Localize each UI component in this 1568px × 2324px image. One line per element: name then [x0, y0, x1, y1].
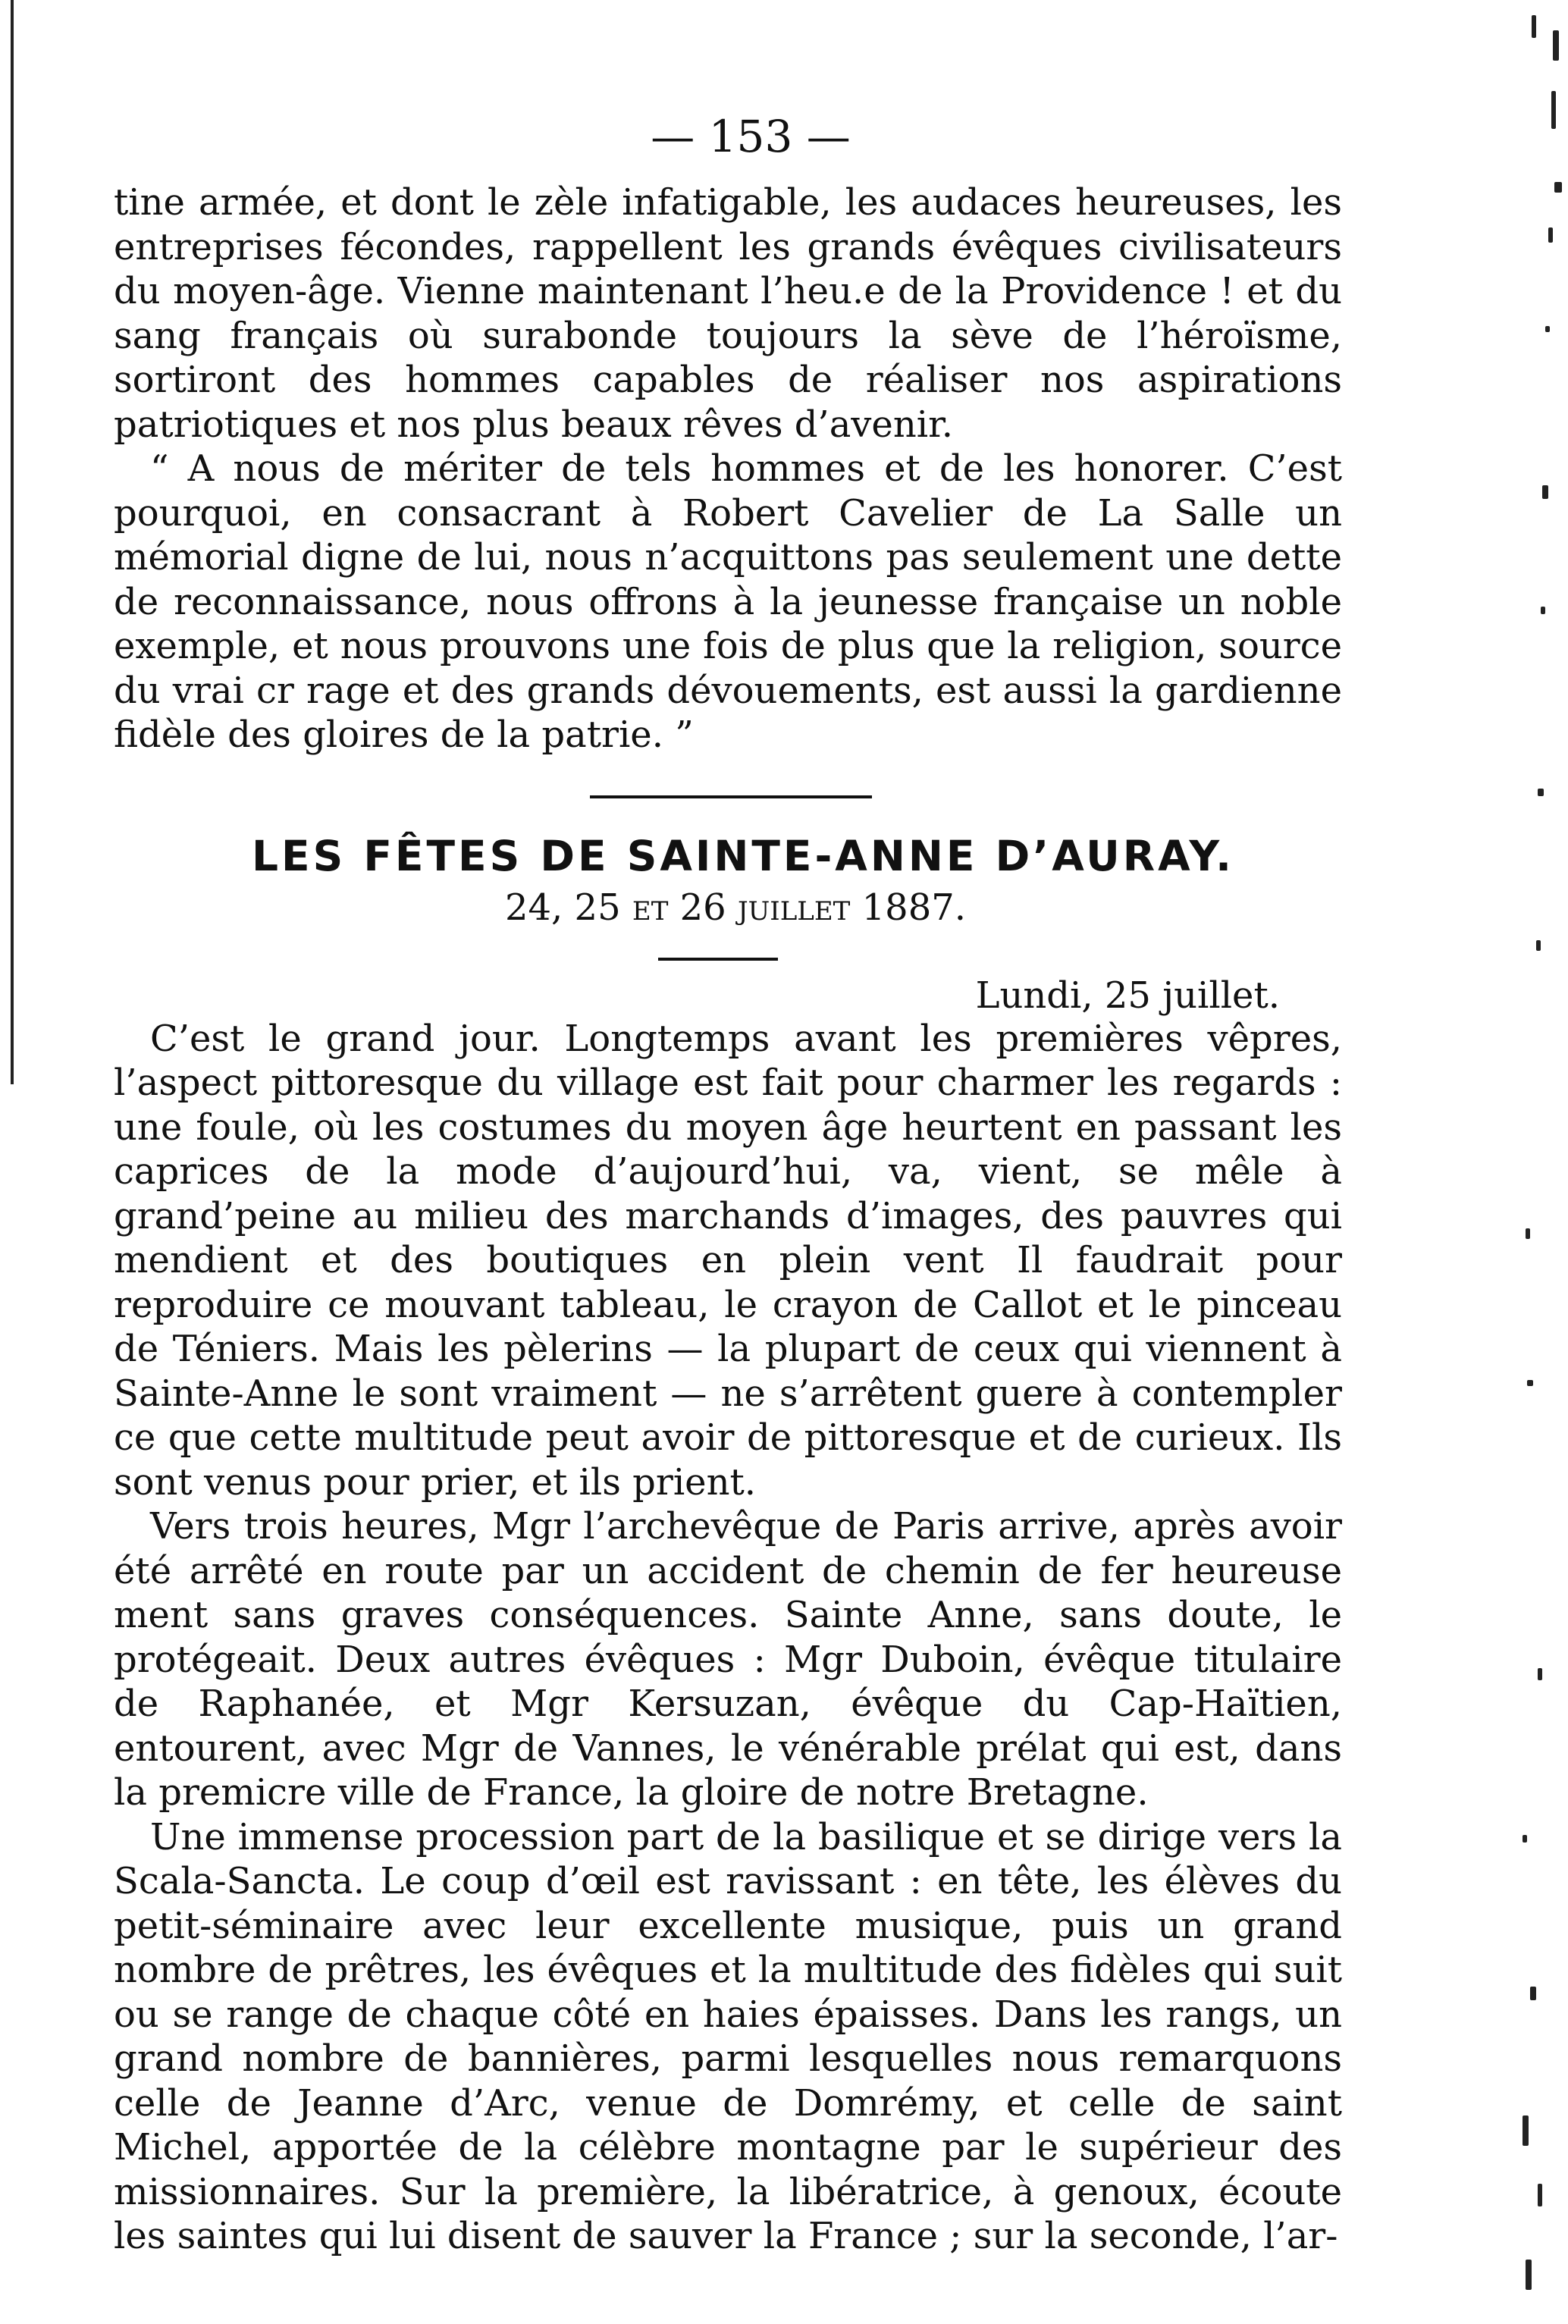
- body-paragraph: Vers trois heures, Mgr l’archevêque de Paris arrive, après avoir été arrêté en route par un accident de chemin de fer heureuse ment sans graves conséquences. Sainte Anne, sans doute, le protégeait. Deux autres évêques : Mgr Duboin, évêque titulaire de Raphanée, et Mgr Kersuzan, évêque du Cap-Haïtien, entourent, avec Mgr de Vannes, le vénérable prélat qui est, dans la premicre ville de France, la gloire de notre Bretagne.: [114, 1505, 1342, 1814]
- body-paragraph: “ A nous de mériter de tels hommes et de les honorer. C’est pourquoi, en consacrant à Robert Cavelier de La Salle un mémorial digne de lui, nous n’acquittons pas seulement une dette de reconnaissance, nous offrons à la jeunesse française un noble exemple, et nous prouvons une fois de plus que la religion, source du vrai cr rage et des grands dévouements, est aussi la gardienne fidèle des gloires de la patrie. ”: [114, 447, 1342, 756]
- speck: [1526, 1228, 1530, 1239]
- section-date-year: 1887.: [861, 886, 967, 929]
- speck: [1553, 30, 1559, 61]
- body-paragraph: C’est le grand jour. Longtemps avant les premières vêpres, l’aspect pittoresque du village est fait pour charmer les regards : une foule, où les costumes du moyen âge heurtent en passant les caprices de la mode d’aujourd’hui, va, vient, se mêle à grand’peine au milieu des marchands d’images, des pauvres qui mendient et des boutiques en plein vent Il faudrait pour reproduire ce mouvant tableau, le crayon de Callot et le pinceau de Téniers. Mais les pèlerins — la plupart de ceux qui viennent à Sainte-Anne le sont vraiment — ne s’arrêtent guere à contempler ce que cette multitude peut avoir de pittoresque et de curieux. Ils sont venus pour prier, et ils prient.: [114, 1017, 1342, 1504]
- speck: [1523, 2115, 1529, 2146]
- speck: [1548, 227, 1553, 243]
- section-title: LES FÊTES DE SAINTE-ANNE D’AURAY.: [251, 831, 1235, 880]
- speck: [1536, 940, 1541, 951]
- page-edge-shadow: [11, 0, 14, 1084]
- speck: [1551, 91, 1556, 129]
- dateline-divider: [658, 958, 778, 961]
- book-page: [114, 106, 1342, 2259]
- section-date-day: 26: [679, 886, 726, 929]
- speck: [1554, 182, 1562, 193]
- speck: [1545, 326, 1550, 332]
- speck: [1541, 607, 1545, 614]
- speck: [1538, 789, 1544, 796]
- page-edge-specks: [1515, 0, 1568, 2324]
- speck: [1523, 1835, 1527, 1843]
- section-date-days: 24, 25: [504, 886, 621, 929]
- body-paragraph: tine armée, et dont le zèle infatigable, les audaces heureuses, les entreprises fécondes, rappellent les grands évêques civilisateurs du moyen-âge. Vienne maintenant l’heu.e de la Providence ! et du sang français où surabonde toujours la sève de l’héroïsme, sortiront des hommes capables de réaliser nos aspirations patriotiques et nos plus beaux rêves d’avenir.: [114, 181, 1342, 446]
- body-paragraph: Une immense procession part de la basilique et se dirige vers la Scala-Sancta. Le coup d’œil est ravissant : en tête, les élèves du petit-séminaire avec leur excellente musique, puis un grand nombre de prêtres, les évêques et la multitude des fidèles qui suit ou se range de chaque côté en haies épaisses. Dans les rangs, un grand nombre de bannières, parmi lesquelles nous remarquons celle de Jeanne d’Arc, venue de Domrémy, et celle de saint Michel, apportée de la célèbre montagne par le supérieur des missionnaires. Sur la première, la libératrice, à genoux, écoute les saintes qui lui disent de sauver la France ; sur la seconde, l’ar-: [114, 1815, 1342, 2257]
- dateline: Lundi, 25 juillet.: [975, 974, 1280, 1017]
- section-date-conjunction: et: [632, 886, 669, 929]
- speck: [1538, 1668, 1542, 1680]
- speck: [1526, 2260, 1532, 2290]
- page-number: — 153 —: [651, 111, 851, 162]
- speck: [1542, 485, 1548, 499]
- section-divider: [590, 795, 872, 798]
- speck: [1530, 1987, 1536, 2000]
- section-date-month: juillet: [737, 886, 851, 929]
- speck: [1527, 1380, 1533, 1386]
- speck: [1532, 15, 1536, 38]
- speck: [1538, 2184, 1542, 2206]
- section-date: [129, 886, 1342, 929]
